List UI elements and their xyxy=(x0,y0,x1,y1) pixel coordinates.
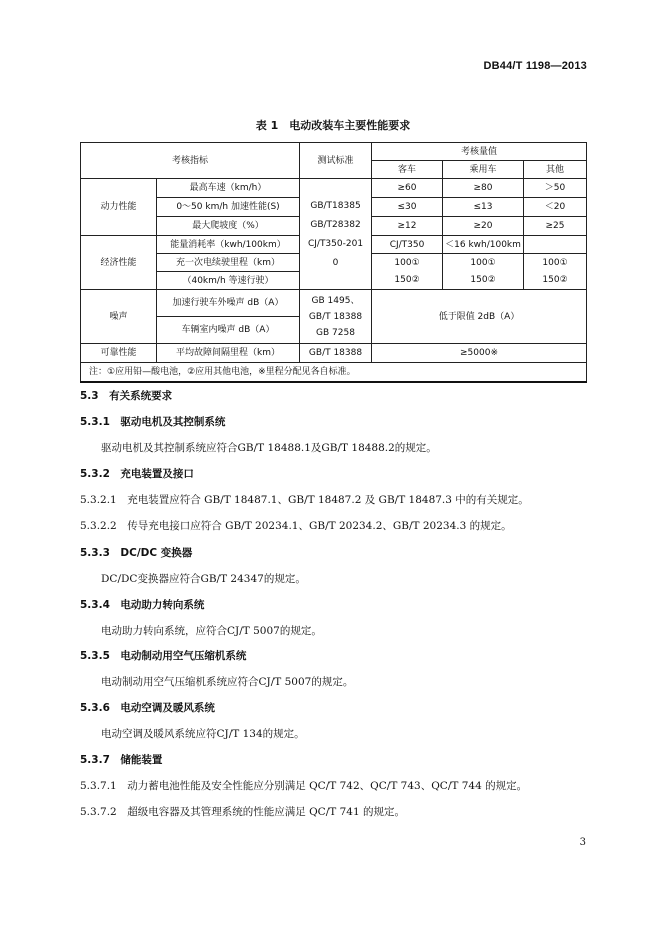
paragraph: 电动制动用空气压缩机系统应符合CJ/T 5007的规定。 xyxy=(101,676,354,688)
header-standard: 测试标准 xyxy=(300,143,372,179)
table-cell: ＞50 xyxy=(524,179,587,198)
paragraph: 5.3.7.1 动力蓄电池性能及安全性能应分别满足 QC/T 742、QC/T 743、QC/T 744 的规定。 xyxy=(80,780,528,792)
table-cell: ≥12 xyxy=(372,217,443,236)
table-cell xyxy=(524,236,587,254)
table-title: 表 1 电动改装车主要性能要求 xyxy=(255,119,411,132)
table-cell: ≥25 xyxy=(524,217,587,236)
table-note: 注：①应用铅—酸电池，②应用其他电池，※里程分配见各自标准。 xyxy=(81,363,587,382)
document-code-header: DB44/T 1198—2013 xyxy=(483,60,587,72)
table-cell: ＜16 kwh/100km xyxy=(443,236,524,254)
table-cell: ≤30 xyxy=(372,198,443,217)
table-cell: GB/T18385 xyxy=(310,200,361,211)
table-cell: 平均故障间隔里程（km） xyxy=(157,344,300,363)
table-cell: ≥20 xyxy=(443,217,524,236)
table-cell: 150② xyxy=(443,272,524,290)
page-number: 3 xyxy=(579,837,586,848)
table-cell: （40km/h 等速行驶） xyxy=(157,272,300,290)
table-cell: ≥80 xyxy=(443,179,524,198)
header-other: 其他 xyxy=(524,161,587,179)
section-heading: 5.3.3 DC/DC 变换器 xyxy=(80,547,193,559)
table-cell: 最大爬坡度（%） xyxy=(157,217,300,236)
table-cell: 100① xyxy=(524,254,587,272)
header-car: 乘用车 xyxy=(443,161,524,179)
table-cell: 充一次电续驶里程（km） xyxy=(157,254,300,272)
group-noise: 噪声 xyxy=(81,290,157,344)
section-heading: 5.3.4 电动助力转向系统 xyxy=(80,599,205,611)
table-cell: 150② xyxy=(524,272,587,290)
section-heading: 5.3.7 储能装置 xyxy=(80,754,163,766)
group-power: 动力性能 xyxy=(81,179,157,236)
paragraph: 5.3.2.2 传导充电接口应符合 GB/T 20234.1、GB/T 20234.2、GB/T 20234.3 的规定。 xyxy=(80,520,512,532)
section-heading: 5.3.2 充电装置及接口 xyxy=(80,468,194,480)
section-heading: 5.3.1 驱动电机及其控制系统 xyxy=(80,416,226,428)
table-cell: CJ/T350-201 xyxy=(307,238,364,249)
performance-requirements-table xyxy=(80,142,587,383)
table-cell: 100① xyxy=(443,254,524,272)
table-cell: GB/T 18388 xyxy=(308,311,363,322)
table-cell: ≥60 xyxy=(372,179,443,198)
table-cell: 0 xyxy=(332,257,339,268)
table-cell: CJ/T350 xyxy=(372,236,443,254)
paragraph: 5.3.2.1 充电装置应符合 GB/T 18487.1、GB/T 18487.2 及 GB/T 18487.3 中的有关规定。 xyxy=(80,494,529,506)
table-cell: 0～50 km/h 加速性能(S) xyxy=(157,198,300,217)
table-cell: GB/T 18388 xyxy=(300,344,372,363)
table-cell: 能量消耗率（kwh/100km） xyxy=(157,236,300,254)
group-reliability: 可靠性能 xyxy=(81,344,157,363)
table-cell: ≤13 xyxy=(443,198,524,217)
section-heading: 5.3.5 电动制动用空气压缩机系统 xyxy=(80,650,247,662)
table-cell: 加速行驶车外噪声 dB（A） xyxy=(157,290,300,317)
section-heading: 5.3.6 电动空调及暖风系统 xyxy=(80,702,215,714)
table-cell: 低于限值 2dB（A） xyxy=(372,290,587,344)
header-value: 考核量值 xyxy=(372,143,587,161)
group-economy: 经济性能 xyxy=(81,236,157,290)
standard-cell-power-econ xyxy=(300,179,372,290)
table-cell: 最高车速（km/h） xyxy=(157,179,300,198)
table-cell: ＜20 xyxy=(524,198,587,217)
table-cell: 100① xyxy=(372,254,443,272)
standard-cell-noise xyxy=(300,290,372,344)
section-heading: 5.3 有关系统要求 xyxy=(80,390,173,402)
paragraph: 5.3.7.2 超级电容器及其管理系统的性能应满足 QC/T 741 的规定。 xyxy=(80,806,405,818)
paragraph: 电动空调及暖风系统应符CJ/T 134的规定。 xyxy=(101,728,305,740)
table-cell: 车辆室内噪声 dB（A） xyxy=(157,317,300,344)
table-cell: GB 1495、 xyxy=(311,295,360,306)
paragraph: 驱动电机及其控制系统应符合GB/T 18488.1及GB/T 18488.2的规定。 xyxy=(101,442,437,454)
header-bus: 客车 xyxy=(372,161,443,179)
paragraph: DC/DC变换器应符合GB/T 24347的规定。 xyxy=(101,573,306,585)
paragraph: 电动助力转向系统，应符合CJ/T 5007的规定。 xyxy=(101,625,322,637)
table-cell: ≥5000※ xyxy=(372,344,587,363)
table-cell: GB 7258 xyxy=(316,327,355,338)
header-indicator: 考核指标 xyxy=(81,143,300,179)
table-cell: GB/T28382 xyxy=(310,219,361,230)
table-cell: 150② xyxy=(372,272,443,290)
